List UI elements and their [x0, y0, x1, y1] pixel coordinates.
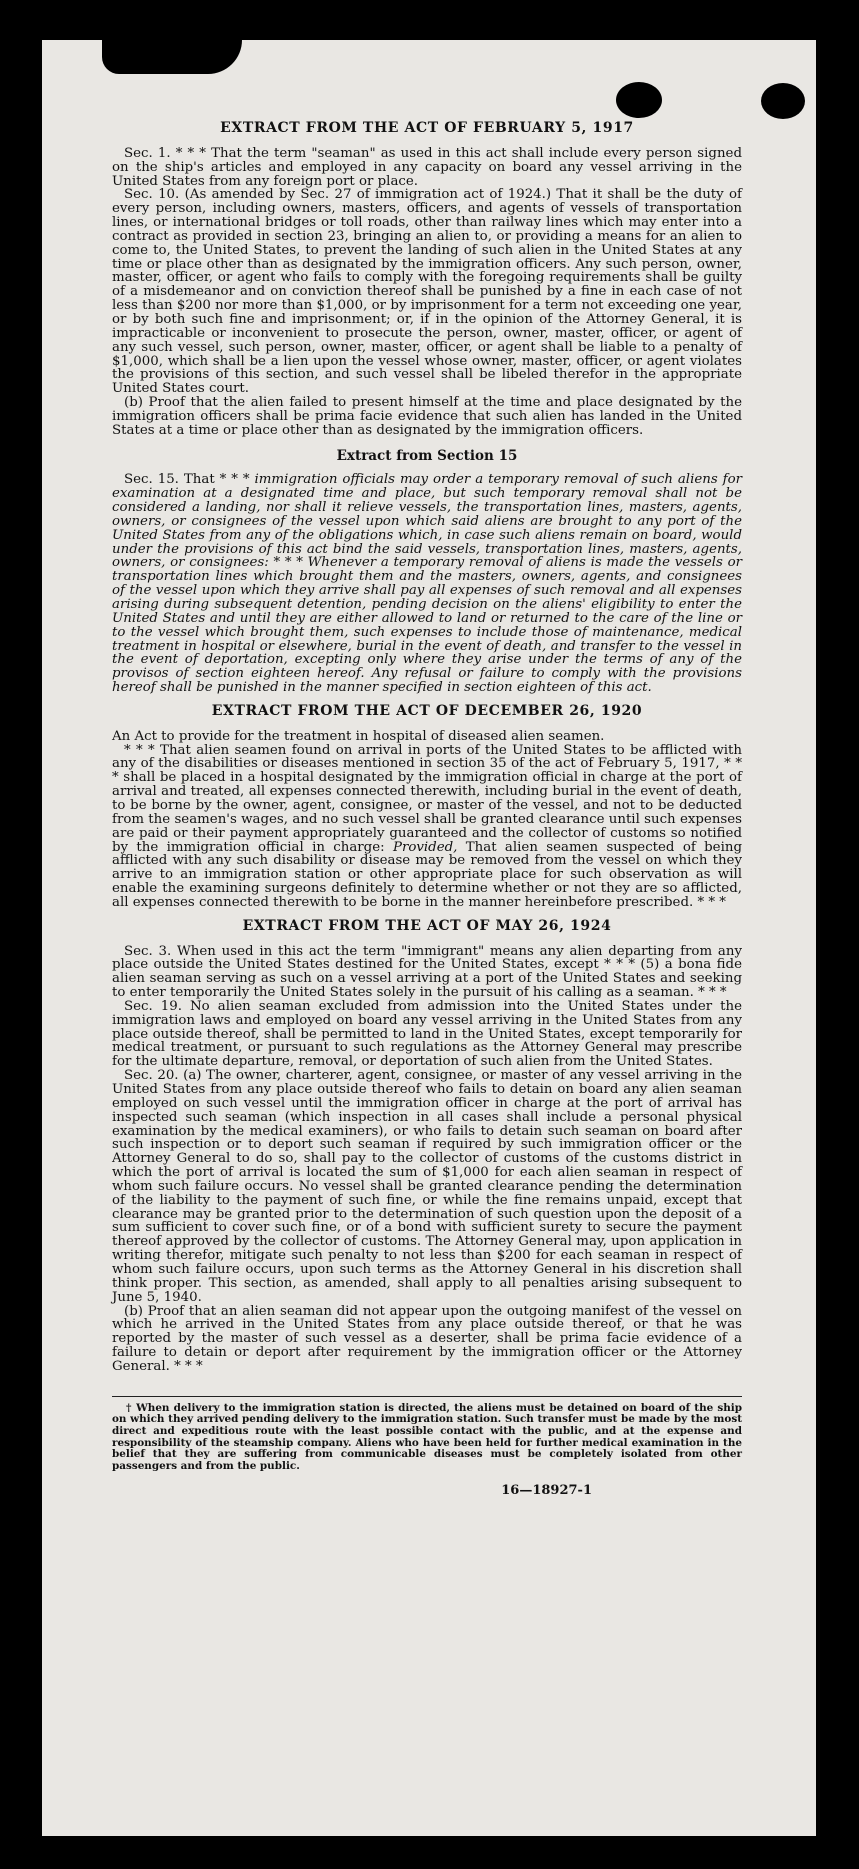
paragraph-sec-10: Sec. 10. (As amended by Sec. 27 of immigration act of 1924.) That it shall be the duty of every person, including owners, masters, officers, and agents of vessels of transportation lines, or international bridges or toll roads, other than railway lines which may enter into a contract as provided in section 23, bringing an alien to, or providing a means for an alien to come to, the United States, to prevent the landing of such alien in the United States at any time or place other than as designated by the immigration officers. Any such person, owner, master, officer, or agent who fails to comply with the foregoing requirements shall be guilty of a misdemeanor and on conviction thereof shall be punished by a fine in each case of not less than $200 nor more than $1,000, or by imprisonment for a term not exceeding one year, or by both such fine and imprisonment; or, if in the opinion of the Attorney General, it is impracticable or inconvenient to prosecute the person, owner, master, officer, or agent of any such vessel, such person, owner, master, officer, or agent shall be liable to a penalty of $1,000, which shall be a lien upon the vessel whose owner, master, officer, or agent violates the provisions of this section, and such vessel shall be libeled therefor in the appropriate United States court. — [112, 187, 742, 397]
paragraph-sec-20-a: Sec. 20. (a) The owner, charterer, agent, consignee, or master of any vessel arriving in the United States from any place outside thereof who fails to detain on board any alien seaman employed on such vessel until the immigration officer in charge at the port of arrival has inspected such seaman (which inspection in all cases shall include a personal physical examination by the medical examiners), or who fails to detain such seaman on board after such inspection or to deport such seaman if required by such immigration officer or the Attorney General to do so, shall pay to the collector of customs of the customs district in which the port of arrival is located the sum of $1,000 for each alien seaman in respect of whom such failure occurs. No vessel shall be granted clearance pending the determination of the liability to the payment of such fine, or while the fine remains unpaid, except that clearance may be granted prior to the determination of such question upon the deposit of a sum sufficient to cover such fine, or of a bond with sufficient surety to secure the payment thereof approved by the collector of customs. The Attorney General may, upon application in writing therefor, mitigate such penalty to not less than $200 for each seaman in respect of whom such failure occurs, upon such terms as the Attorney General in his discretion shall think proper. This section, as amended, shall apply to all penalties arising subsequent to June 5, 1940. — [112, 1068, 742, 1305]
heading-act-1920: EXTRACT FROM THE ACT OF DECEMBER 26, 1920 — [211, 702, 643, 719]
paragraph-sec-20-b: (b) Proof that an alien seaman did not appear upon the outgoing manifest of the vessel on which he arrived in the United States from any place outside thereof, or that he was reported by the master of such vessel as a deserter, shall be prima facie evidence of a failure to detain or deport after requirement by the immigration officer or the Attorney General. * * * — [112, 1303, 742, 1374]
proviso-word: Provided, — [392, 839, 458, 855]
document-content — [112, 122, 742, 1498]
body-before-proviso: * * * That alien seamen found on arrival in ports of the United States to be afflicted with any of the disabilities or diseases mentioned in section 35 of the act of February 5, 1917, * * * shall be placed in a hospital designated by the immigration official in charge at the port of arrival and treated, all expenses connected therewith, including burial in the event of death, to be borne by the owner, agent, consignee, or master of the vessel, and not to be deducted from the seamen's wages, and no such vessel shall be granted clearance until such expenses are paid or their payment appropriately guaranteed and the collector of customs so notified by the immigration official in charge: — [112, 742, 742, 855]
heading-section-15: Extract from Section 15 — [336, 447, 518, 464]
heading-act-1924: EXTRACT FROM THE ACT OF MAY 26, 1924 — [242, 917, 612, 934]
paragraph-sec-10-b: (b) Proof that the alien failed to present himself at the time and place designated by the immigration officers shall be prima facie evidence that such alien has landed in the United States at a time or place other than as designated by the immigration officers. — [112, 395, 742, 438]
paragraph-sec-1: Sec. 1. * * * That the term "seaman" as used in this act shall include every person signed on the ship's articles and employed in any capacity on board any vessel arriving in the United States from any foreign port or place. — [112, 145, 742, 189]
form-number: 16—18927-1 — [501, 1483, 592, 1499]
sec-15-text: immigration officials may order a temporary removal of such aliens for examination at a designated time and place, but such temporary removal shall not be considered a landing, nor shall it relieve vessels, the transportation lines, masters, agents, owners, or consignees of the vessel upon which said aliens are brought to any port of the United States from any of the obligations which, in case such aliens remain on board, would under the provisions of this act bind the said vessels, transportation lines, masters, agents, owners, or consignees: * * * Whenever a temporary removal of aliens is made the vessels or transportation lines which brought them and the masters, owners, agents, and consignees of the vessel upon which they arrive shall pay all expenses of such removal and all expenses arising during subsequent detention, pending decision on the aliens' eligibility to enter the United States and until they are either allowed to land or returned to the care of the line or to the vessel which brought them, such expenses to include those of maintenance, medical treatment in hospital or elsewhere, burial in the event of death, and transfer to the vessel in the event of deportation, excepting only where they arise under the terms of any of the provisos of section eighteen hereof. Any refusal or failure to comply with the provisions hereof shall be punished in the manner specified in section eighteen of this act. — [112, 472, 742, 696]
body-after-proviso: That alien seamen suspected of being afflicted with any such disability or disease may be removed from the vessel on which they arrive to an immigration station or other appropriate place for such observation as will enable the examining surgeons definitely to determine whether or not they are so afflicted, all expenses connected therewith to be borne in the manner hereinbefore prescribed. * * * — [112, 839, 742, 910]
torn-corner-blot — [102, 40, 242, 74]
hole-punch-blot — [616, 82, 662, 118]
footnote — [112, 1396, 742, 1473]
document-page — [42, 40, 816, 1836]
paragraph-sec-15 — [112, 473, 742, 695]
footnote-text: † When delivery to the immigration station is directed, the aliens must be detained on board of the ship on which they arrived pending delivery to the immigration station. Such transfer must be made by the most direct and expeditious route with the least possible contact with the public, and at the expense and responsibility of the steamship company. Aliens who have been held for further medical examination in the belief that they are suffering from communicable diseases must be completely isolated from other passengers and from the public. — [112, 1401, 742, 1472]
heading-act-1917: EXTRACT FROM THE ACT OF FEBRUARY 5, 1917 — [220, 120, 634, 136]
paragraph-sec-3: Sec. 3. When used in this act the term "immigrant" means any alien departing from any place outside the United States destined for the United States, except * * * (5) a bona fide alien seaman serving as such on a vessel arriving at a port of the United States and seeking to enter temporarily the United States solely in the pursuit of his calling as a seaman. * * * — [112, 943, 742, 1001]
hole-punch-blot-right — [761, 83, 805, 119]
sec-15-lead: Sec. 15. That * * * — [124, 472, 250, 488]
paragraph-act-1920 — [112, 744, 742, 910]
title-line-1920: An Act to provide for the treatment in hospital of diseased alien seamen. — [112, 728, 605, 744]
paragraph-sec-19: Sec. 19. No alien seaman excluded from admission into the United States under the immigration laws and employed on board any vessel arriving in the United States from any place outside thereof, shall be permitted to land in the United States, except temporarily for medical treatment, or pursuant to such regulations as the Attorney General may prescribe for the ultimate departure, removal, or deportation of such alien from the United States. — [112, 998, 742, 1070]
